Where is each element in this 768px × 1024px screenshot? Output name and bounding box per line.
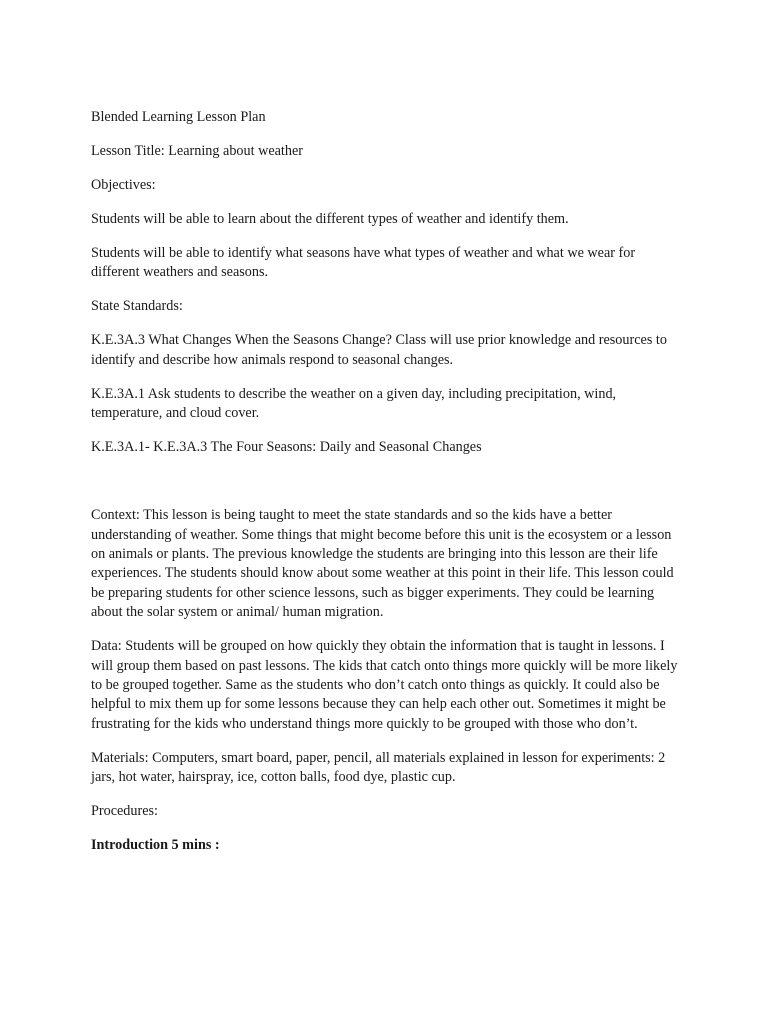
objective-item: Students will be able to identify what seasons have what types of weather and what we wear for different weathers and seasons. [91, 245, 636, 281]
introduction-heading: Introduction 5 mins : [91, 837, 220, 854]
objectives-label: Objectives: [91, 177, 156, 193]
procedures-label: Procedures: [91, 803, 158, 820]
lesson-title: Lesson Title: Learning about weather [91, 143, 303, 159]
objective-item: Students will be able to learn about the different types of weather and identify them. [91, 211, 569, 227]
document-body [91, 108, 681, 870]
materials-paragraph: Materials: Computers, smart board, paper, pencil, all materials explained in lesson for experiments: 2 jars, hot water, hairspray, ice, cotton balls, food dye, plastic cup. [91, 749, 666, 786]
paragraph-spacer [91, 472, 681, 506]
data-paragraph: Data: Students will be grouped on how quickly they obtain the information that is taught in lessons. I will group them based on past lessons. The kids that catch onto things more quickly will be more likely to be grouped together. Same as the students who don’t catch onto things as quickly. It could also be helpful to mix them up for some lessons because they can help each other out. Sometimes it might be frustrating for the kids who understand things more quickly to be grouped with those who don’t. [91, 638, 678, 732]
standards-label: State Standards: [91, 298, 183, 315]
standard-item: K.E.3A.1 Ask students to describe the weather on a given day, including precipitation, wind, temperature, and cloud cover. [91, 385, 617, 422]
standard-item: K.E.3A.1- K.E.3A.3 The Four Seasons: Daily and Seasonal Changes [91, 439, 482, 456]
standard-item: K.E.3A.3 What Changes When the Seasons Change? Class will use prior knowledge and resources to identify and describe how animals respond to seasonal changes. [91, 332, 667, 368]
document-heading: Blended Learning Lesson Plan [91, 109, 266, 125]
context-paragraph: Context: This lesson is being taught to meet the state standards and so the kids have a better understanding of weather. Some things that might become before this unit is the ecosystem or a lesson on animals or plants. The previous knowledge the students are bringing into this lesson are their life experiences. The students should know about some weather at this point in their life. This lesson could be preparing students for other science lessons, such as bigger experiments. They could be learning about the solar system or animal/ human migration. [91, 507, 674, 621]
